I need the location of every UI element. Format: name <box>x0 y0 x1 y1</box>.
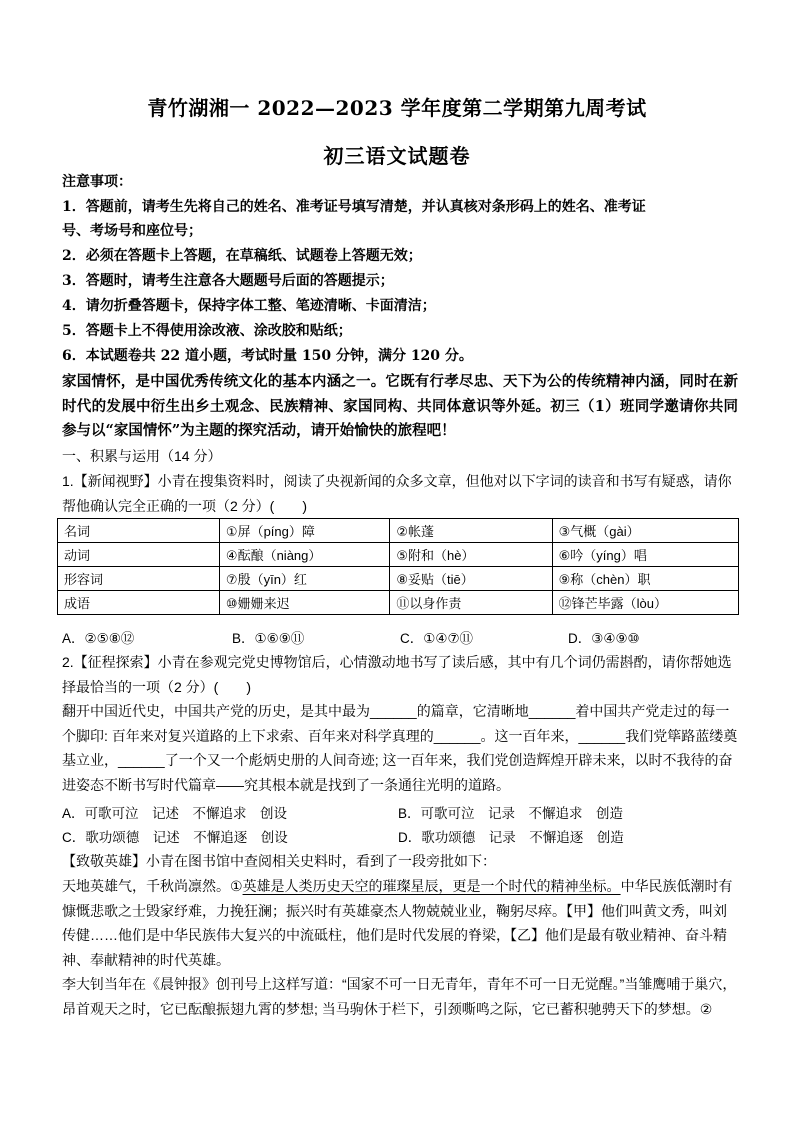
q2-option-c: C．歌功颂德 记述 不懈追逐 创设 <box>62 830 288 845</box>
q1-option-b: B．①⑥⑨⑪ <box>232 631 305 646</box>
table-row <box>58 567 739 591</box>
table-cell: 成语 <box>58 591 220 615</box>
table-cell: ⑥吟（yíng）唱 <box>552 543 738 567</box>
table-cell: ②帐蓬 <box>390 519 552 543</box>
table-cell: ⑫锋芒毕露（lòu） <box>552 591 738 615</box>
note-item: 1．答题前，请考生先将自己的姓名、准考证号填写清楚，并认真核对条形码上的姓名、准考证 <box>62 199 646 215</box>
note-item: 5．答题卡上不得使用涂改液、涂改胶和贴纸； <box>62 323 352 339</box>
table-cell: ⑨称（chèn）职 <box>552 567 738 591</box>
question-2-text: 2.【征程探索】小青在参观完党史博物馆后，心情激动地书写了读后感，其中有几个词仍需斟酌，请你帮她选择最恰当的一项（2 分）( ) <box>62 654 732 695</box>
q1-option-c: C．①④⑦⑪ <box>400 631 474 646</box>
table-cell: ⑦殷（yīn）红 <box>219 567 389 591</box>
q1-option-a: A．②⑤⑧⑫ <box>62 631 135 646</box>
vocab-table <box>57 518 739 615</box>
table-cell: ⑩姗姗来迟 <box>219 591 389 615</box>
note-item: 2．必须在答题卡上答题，在草稿纸、试题卷上答题无效； <box>62 248 422 264</box>
note-item: 3．答题时，请考生注意各大题题号后面的答题提示； <box>62 273 394 289</box>
table-cell: ③气概（gài） <box>552 519 738 543</box>
section-heading: 一、积累与运用（14 分） <box>62 448 222 464</box>
table-row <box>58 519 739 543</box>
q2-option-a: A．可歌可泣 记述 不懈追求 创设 <box>62 806 288 821</box>
question-3-intro: 【致敬英雄】小青在图书馆中查阅相关史料时，看到了一段旁批如下： <box>62 853 496 869</box>
question-3-paragraph-2: 李大钊当年在《晨钟报》创刊号上这样写道：“国家不可一日无青年，青年不可一日无觉醒。”当雏鹰哺于巢穴，昂首观天之时，它已酝酿振翅九霄的梦想; 当马驹休于栏下，引颈嘶鸣之际，它已蓄积驰骋天下的梦想。② <box>62 976 737 1017</box>
note-item: 4．请勿折叠答题卡，保持字体工整、笔迹清晰、卡面清洁； <box>62 298 436 314</box>
table-cell: 形容词 <box>58 567 220 591</box>
question-2-passage: 翻开中国近代史，中国共产党的历史，是其中最为______的篇章，它清晰地______着中国共产党走过的每一个脚印: 百年来对复兴道路的上下求索、百年来对科学真理的______。这一百年来，______我们党筚路蓝缕奠基立业，______了一个又一个彪炳史册的人间奇迹; 这一百年来，我们党创造辉煌开辟未来，以时不我待的奋进姿态不断书写时代篇章——究其根本就是找到了一条通往光明的道路。 <box>62 703 738 793</box>
p1-lead: 天地英雄气，千秋尚凛然。① <box>62 878 243 894</box>
table-row <box>58 543 739 567</box>
note-item: 号、考场号和座位号； <box>62 223 202 239</box>
table-cell: 名词 <box>58 519 220 543</box>
note-item: 6．本试题卷共 22 道小题，考试时量 150 分钟，满分 120 分。 <box>62 348 473 364</box>
table-cell: ⑪以身作责 <box>390 591 552 615</box>
table-row <box>58 591 739 615</box>
q2-option-d: D．歌功颂德 记录 不懈追逐 创造 <box>398 830 624 845</box>
underlined-sentence: 英雄是人类历史天空的璀璨星辰，更是一个时代的精神坐标。 <box>242 878 621 894</box>
question-3-paragraph-1 <box>62 874 738 972</box>
table-cell: 动词 <box>58 543 220 567</box>
exam-title: 青竹湖湘一 2022—2023 学年度第二学期第九周考试 <box>147 96 647 120</box>
notes-heading: 注意事项： <box>62 174 132 190</box>
q2-option-b: B．可歌可泣 记录 不懈追求 创造 <box>398 806 624 821</box>
table-cell: ①屏（píng）障 <box>219 519 389 543</box>
intro-paragraph: 家国情怀，是中国优秀传统文化的基本内涵之一。它既有行孝尽忠、天下为公的传统精神内涵，同时在新时代的发展中衍生出乡土观念、民族精神、家国同构、共同体意识等外延。初三（1）班同学邀请你共同参与以“家国情怀”为主题的探究活动，请开始愉快的旅程吧！ <box>62 373 738 439</box>
table-cell: ④酝酿（niàng） <box>219 543 389 567</box>
question-1-text: 1.【新闻视野】小青在搜集资料时，阅读了央视新闻的众多文章，但他对以下字词的读音和书写有疑惑，请你帮他确认完全正确的一项（2 分）( ) <box>62 473 732 514</box>
table-cell: ⑤附和（hè） <box>390 543 552 567</box>
p1-rest: 中华民族低潮时有慷慨悲歌之士毁家纾难，力挽狂澜；振兴时有英雄豪杰人物兢兢业业，鞠躬尽瘁。【甲】他们叫黄文秀，叫刘传健……他们是中华民族伟大复兴的中流砥柱，他们是时代发展的脊梁，【乙】他们是最有敬业精神、奋斗精神、奉献精神的时代英雄。 <box>62 878 733 968</box>
q1-option-d: D．③④⑨⑩ <box>568 631 640 646</box>
table-cell: ⑧妥贴（tiē） <box>390 567 552 591</box>
exam-subtitle: 初三语文试题卷 <box>323 144 471 168</box>
